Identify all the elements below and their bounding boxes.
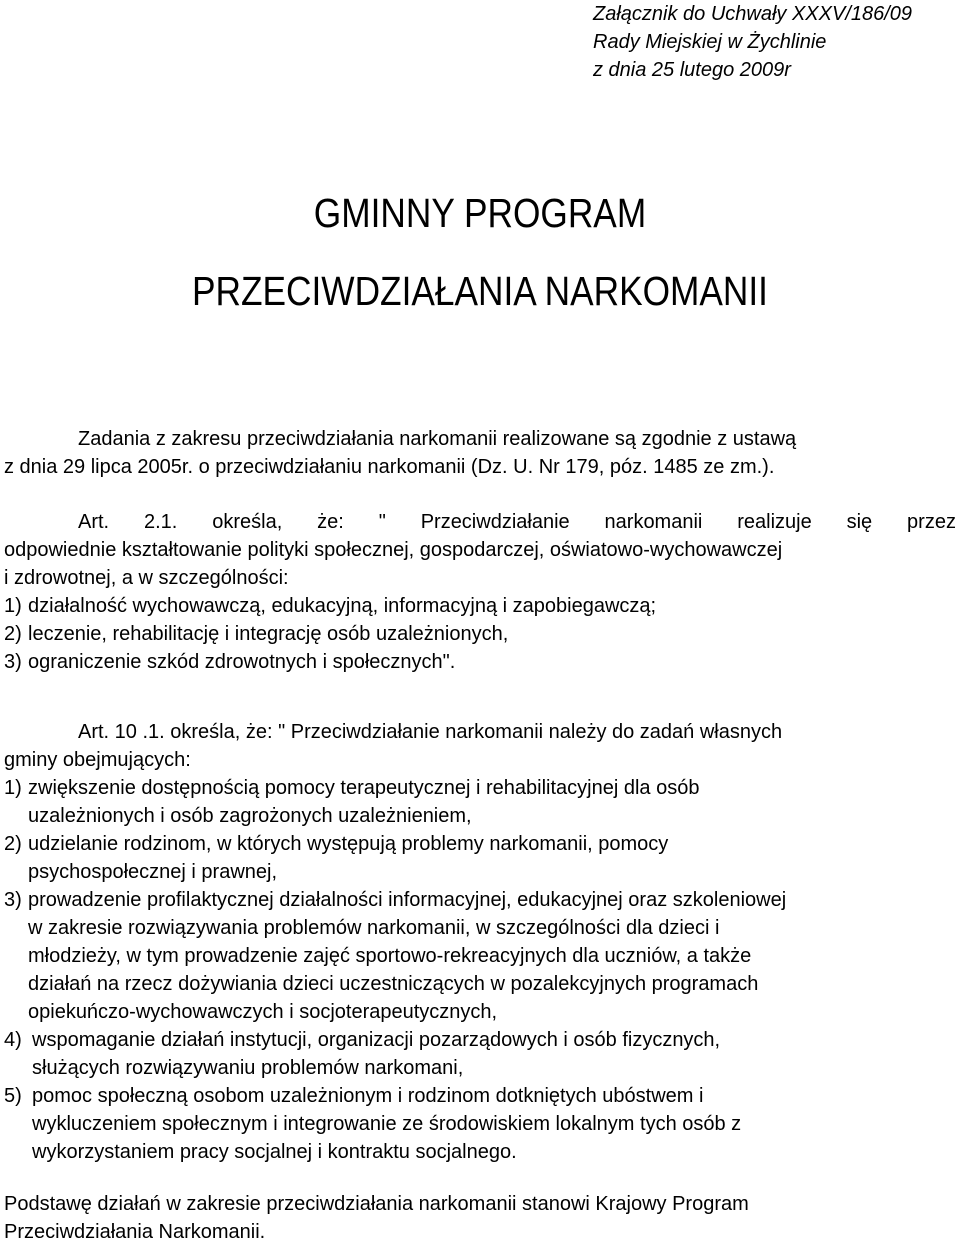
- article-10-item: [4, 830, 956, 858]
- intro-line-2: z dnia 29 lipca 2005r. o przeciwdziałaniu narkomanii (Dz. U. Nr 179, póz. 1485 ze zm.).: [4, 456, 775, 478]
- article-2-line-3: i zdrowotnej, a w szczególności:: [4, 567, 289, 589]
- article-10-section: [4, 718, 956, 1166]
- item-number: 1): [4, 777, 22, 799]
- intro-line-1: Zadania z zakresu przeciwdziałania narkomanii realizowane są zgodnie z ustawą: [78, 428, 797, 450]
- article-10-item: [4, 886, 956, 914]
- article-2-item: [4, 620, 956, 648]
- annex-line-2: Rady Miejskiej w Żychlinie: [593, 31, 827, 53]
- intro-paragraph: [4, 425, 956, 481]
- item-number: 2): [4, 623, 22, 645]
- closing-line-2: Przeciwdziałania Narkomanii.: [4, 1221, 266, 1243]
- item-text: pomoc społeczną osobom uzależnionym i rodzinom dotkniętych ubóstwem i: [32, 1085, 704, 1107]
- document-title-line-1: GMINNY PROGRAM: [313, 190, 647, 236]
- article-2-item: [4, 648, 956, 676]
- word: ": [378, 511, 386, 533]
- item-text: prowadzenie profilaktycznej działalności informacyjnej, edukacyjnej oraz szkoleniowej: [28, 889, 787, 911]
- word: że:: [317, 511, 344, 533]
- article-10-item: [4, 1026, 956, 1054]
- article-10-line-2: gminy obejmujących:: [4, 749, 191, 771]
- item-text: działalność wychowawczą, edukacyjną, informacyjną i zapobiegawczą;: [28, 595, 657, 617]
- word: realizuje: [737, 511, 812, 533]
- item-continuation: młodzieży, w tym prowadzenie zajęć sportowo-rekreacyjnych dla uczniów, a także: [28, 945, 752, 967]
- article-10-item: [4, 774, 956, 802]
- item-text: leczenie, rehabilitację i integrację osób uzależnionych,: [28, 623, 509, 645]
- item-continuation: w zakresie rozwiązywania problemów narkomanii, w szczególności dla dzieci i: [28, 917, 720, 939]
- article-2-section: [4, 508, 956, 676]
- article-2-first-line: [4, 508, 956, 536]
- item-continuation: wykorzystaniem pracy socjalnej i kontraktu socjalnego.: [32, 1141, 517, 1163]
- item-text: udzielanie rodzinom, w których występują problemy narkomanii, pomocy: [28, 833, 669, 855]
- word: się: [846, 511, 873, 533]
- closing-paragraph: [4, 1190, 956, 1246]
- annex-line-3: z dnia 25 lutego 2009r: [593, 59, 791, 81]
- item-number: 3): [4, 889, 22, 911]
- article-2-item: [4, 592, 956, 620]
- word: określa,: [212, 511, 283, 533]
- item-continuation: psychospołecznej i prawnej,: [28, 861, 278, 883]
- word: 2.1.: [144, 511, 178, 533]
- word: Przeciwdziałanie: [420, 511, 570, 533]
- item-number: 3): [4, 651, 22, 673]
- annex-line-1: Załącznik do Uchwały XXXV/186/09: [593, 3, 913, 25]
- article-2-line-2: odpowiednie kształtowanie polityki społecznej, gospodarczej, oświatowo-wychowawczej: [4, 539, 783, 561]
- item-text: wspomaganie działań instytucji, organizacji pozarządowych i osób fizycznych,: [32, 1029, 721, 1051]
- item-continuation: działań na rzecz dożywiania dzieci uczestniczących w pozalekcyjnych programach: [28, 973, 759, 995]
- article-10-item: [4, 1082, 956, 1110]
- item-text: ograniczenie szkód zdrowotnych i społecznych".: [28, 651, 456, 673]
- word: narkomanii: [604, 511, 703, 533]
- item-number: 5): [4, 1085, 22, 1107]
- word: Art.: [78, 511, 110, 533]
- annex-header: [593, 0, 912, 84]
- item-continuation: opiekuńczo-wychowawczych i socjoterapeutycznych,: [28, 1001, 498, 1023]
- item-continuation: wykluczeniem społecznym i integrowanie ze środowiskiem lokalnym tych osób z: [32, 1113, 742, 1135]
- word: przez: [907, 511, 956, 533]
- item-number: 2): [4, 833, 22, 855]
- document-title-line-2: PRZECIWDZIAŁANIA NARKOMANII: [191, 268, 768, 314]
- item-continuation: uzależnionych i osób zagrożonych uzależnieniem,: [28, 805, 472, 827]
- item-number: 1): [4, 595, 22, 617]
- item-number: 4): [4, 1029, 22, 1051]
- item-continuation: służących rozwiązywaniu problemów narkomani,: [32, 1057, 464, 1079]
- closing-line-1: Podstawę działań w zakresie przeciwdziałania narkomanii stanowi Krajowy Program: [4, 1193, 749, 1215]
- article-10-line-1: Art. 10 .1. określa, że: " Przeciwdziałanie narkomanii należy do zadań własnych: [78, 721, 783, 743]
- item-text: zwiększenie dostępnością pomocy terapeutycznej i rehabilitacyjnej dla osób: [28, 777, 700, 799]
